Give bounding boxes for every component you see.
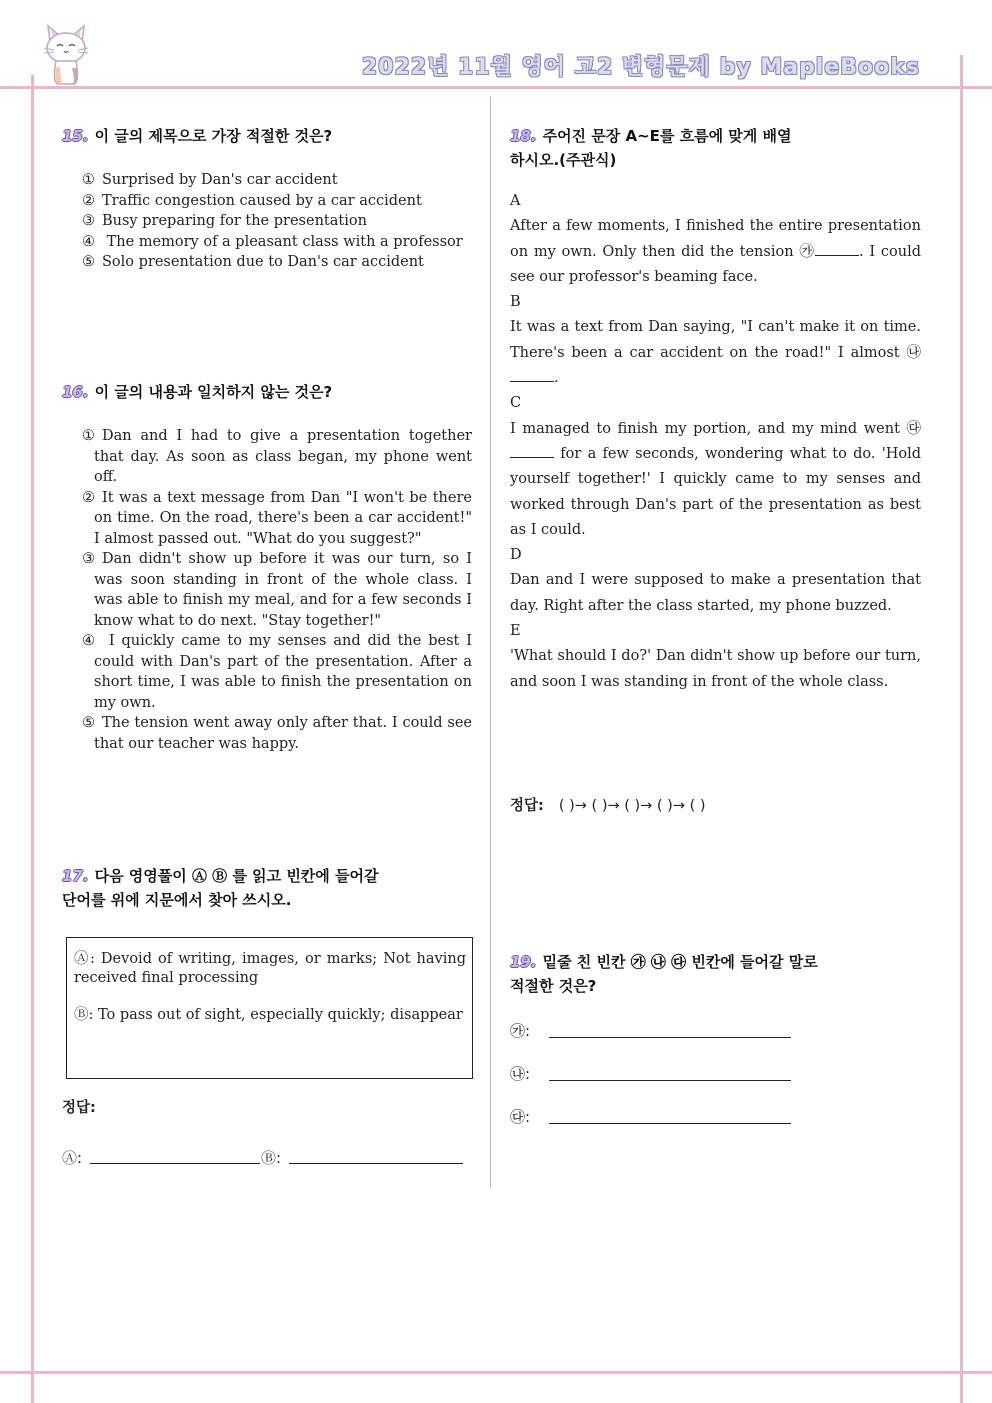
- q16-option-3[interactable]: [72, 549, 472, 631]
- q17-blank-a-label: Ⓐ:: [62, 1149, 83, 1167]
- q15-heading: [62, 124, 332, 148]
- paragraph-label: D: [510, 547, 522, 564]
- q15-option-3[interactable]: [72, 211, 472, 232]
- paragraph-b: [510, 315, 921, 391]
- q17-answer-label: 정답:: [62, 1100, 96, 1116]
- blank-mark: ㉯: [906, 344, 921, 361]
- q18-prompt-line1: 주어진 문장 A~E를 흐름에 맞게 배열: [542, 127, 792, 145]
- footer-rule: [0, 1371, 992, 1374]
- q17-blank-a-field[interactable]: [90, 1163, 260, 1164]
- option-mark: ①: [82, 172, 95, 188]
- q18-prompt-line2: 하시오.(주관식): [510, 151, 617, 169]
- q16-number: 16.: [62, 383, 89, 401]
- q17-heading: [62, 864, 379, 912]
- q15-option-4[interactable]: [72, 232, 472, 253]
- paragraph-text: After a few moments, I finished the entire presentation on my own. Only then did the tension: [510, 218, 921, 260]
- left-margin-rule: [31, 75, 34, 1403]
- q18-order-slots[interactable]: ( )→ ( )→ ( )→ ( )→ ( ): [558, 798, 706, 814]
- q16-heading: [62, 380, 332, 404]
- q19-blank-da-field[interactable]: [549, 1123, 791, 1124]
- paragraph-c: [510, 417, 921, 543]
- q19-heading: [510, 950, 818, 998]
- paragraph-a: [510, 214, 921, 290]
- option-mark: ④: [82, 233, 95, 250]
- option-text: It was a text message from Dan "I won't be there on time. On the road, there's been a car accident!" I almost passed out. "What do you suggest?": [94, 489, 472, 547]
- q18-answer-row: [510, 794, 706, 815]
- q19-blank-da-label: ㉰:: [510, 1108, 531, 1126]
- option-mark: ⑤: [82, 715, 95, 731]
- paragraph-d: [510, 568, 921, 619]
- q17-definition-a: Ⓐ: Devoid of writing, images, or marks; Not having received final processing: [74, 951, 466, 986]
- q15-option-5[interactable]: [72, 252, 472, 273]
- q17-number: 17.: [62, 867, 89, 885]
- header-rule: [0, 86, 992, 89]
- option-text: The tension went away only after that. I could see that our teacher was happy.: [94, 715, 472, 752]
- option-text: Dan and I had to give a presentation together that day. As soon as class began, my phone went off.: [94, 428, 472, 485]
- paragraph-label: A: [510, 193, 521, 209]
- option-mark: ②: [82, 489, 95, 506]
- q19-blank-ga-field[interactable]: [549, 1037, 791, 1038]
- blank-mark: ㉰: [906, 420, 921, 437]
- option-text: The memory of a pleasant class with a professor: [102, 233, 463, 250]
- q15-options: [72, 170, 472, 273]
- option-mark: ⑤: [82, 254, 95, 270]
- paragraph-label: B: [510, 294, 521, 311]
- q17-prompt-line2: 단어를 위에 지문에서 찾아 쓰시오.: [62, 891, 292, 909]
- q19-prompt-line1: 밑줄 친 빈칸 ㉮ ㉯ ㉰ 빈칸에 들어갈 말로: [542, 953, 818, 971]
- q15-number: 15.: [62, 127, 89, 145]
- paragraph-text: for a few seconds, wondering what to do. 'Hold yourself together!' I quickly came to my senses and worked through Dan's part of the presentation as best as I could.: [510, 445, 921, 538]
- inline-blank[interactable]: [510, 443, 554, 458]
- q16-prompt: 이 글의 내용과 일치하지 않는 것은?: [94, 383, 333, 401]
- option-text: Busy preparing for the presentation: [102, 213, 367, 229]
- right-margin-rule: [960, 55, 963, 1403]
- q17-definition-b: Ⓑ: To pass out of sight, especially quickly; disappear: [74, 1007, 463, 1023]
- paragraph-label: C: [510, 395, 522, 412]
- option-text: Solo presentation due to Dan's car accident: [102, 254, 424, 270]
- option-mark: ③: [82, 213, 95, 229]
- q17-blank-b-label: Ⓑ:: [261, 1149, 282, 1167]
- option-mark: ③: [82, 551, 95, 567]
- option-text: I quickly came to my senses and did the best I could with Dan's part of the presentation. After a short time, I was able to finish the presentation on my own.: [94, 633, 472, 711]
- paragraph-text: 'What should I do?' Dan didn't show up before our turn, and soon I was standing in front of the whole class.: [510, 648, 921, 690]
- option-text: Surprised by Dan's car accident: [102, 172, 338, 188]
- q19-blank-na-field[interactable]: [549, 1080, 791, 1081]
- q19-blank-ga-label: ㉮:: [510, 1022, 531, 1040]
- q16-option-1[interactable]: [72, 426, 472, 488]
- q18-number: 18.: [510, 127, 537, 145]
- paragraph-text: It was a text from Dan saying, "I can't make it on time. There's been a car accident on the road!" I almost: [510, 319, 921, 361]
- paragraph-e: [510, 644, 921, 695]
- inline-blank[interactable]: [510, 367, 554, 382]
- option-text: Dan didn't show up before it was our turn, so I was soon standing in front of the whole class. I was able to finish my meal, and for a few seconds I know what to do next. "Stay together!": [94, 551, 472, 629]
- paragraph-text: . I could see our professor's beaming face.: [510, 243, 921, 285]
- q16-option-5[interactable]: [72, 713, 472, 754]
- paragraph-text: I managed to finish my portion, and my mind went: [510, 420, 907, 437]
- inline-blank[interactable]: [815, 241, 859, 256]
- q18-passage: [510, 189, 921, 695]
- q18-heading: [510, 124, 791, 172]
- q16-options: [72, 426, 472, 754]
- q17-prompt-line1: 다음 영영풀이 Ⓐ Ⓑ 를 읽고 빈칸에 들어갈: [94, 867, 379, 885]
- q15-option-1[interactable]: [72, 170, 472, 191]
- option-text: Traffic congestion caused by a car accident: [102, 192, 422, 209]
- paragraph-label: E: [510, 623, 521, 640]
- header-title: 2022년 11월 영어 고2 변형문제 by MapleBooks: [361, 55, 920, 80]
- q18-answer-label: 정답:: [510, 798, 544, 814]
- q15-prompt: 이 글의 제목으로 가장 적절한 것은?: [94, 127, 333, 145]
- option-mark: ①: [82, 428, 95, 444]
- cat-logo-icon: [42, 24, 90, 86]
- q19-prompt-line2: 적절한 것은?: [510, 977, 597, 995]
- blank-mark: ㉮: [799, 243, 815, 260]
- q17-blank-b-field[interactable]: [289, 1163, 463, 1164]
- option-mark: ②: [82, 192, 95, 209]
- q19-blank-na-label: ㉯:: [510, 1065, 531, 1083]
- q15-option-2[interactable]: [72, 191, 472, 212]
- q16-option-2[interactable]: [72, 488, 472, 550]
- paragraph-text: Dan and I were supposed to make a presentation that day. Right after the class started, my phone buzzed.: [510, 572, 921, 614]
- q19-number: 19.: [510, 953, 537, 971]
- option-mark: ④: [82, 633, 95, 649]
- column-divider: [490, 96, 491, 1188]
- paragraph-text: .: [554, 370, 559, 387]
- q16-option-4[interactable]: [72, 631, 472, 713]
- q17-definition-box: [66, 937, 473, 1079]
